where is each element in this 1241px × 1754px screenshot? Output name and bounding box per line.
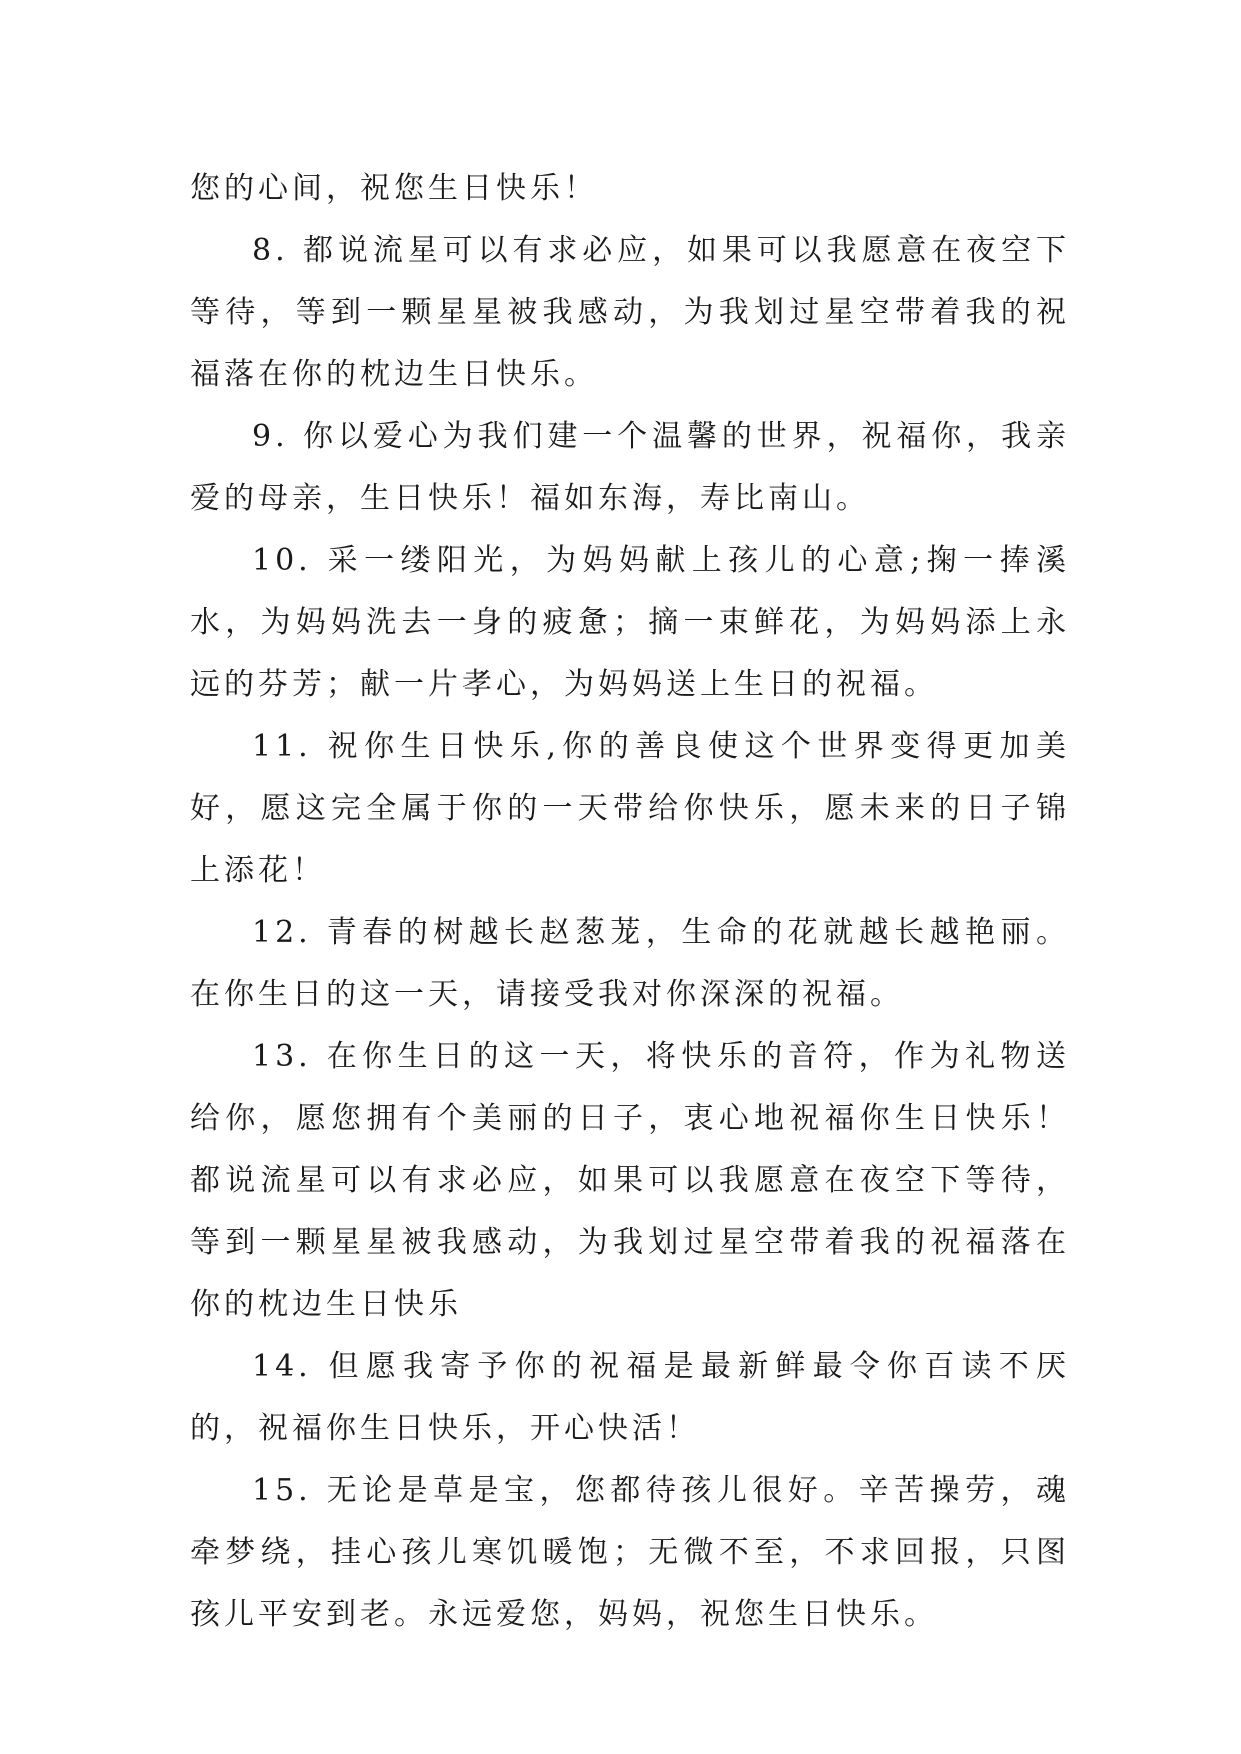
paragraph-15: 15. 无论是草是宝，您都待孩儿很好。辛苦操劳，魂牵梦绕，挂心孩儿寒饥暖饱；无微不至，不求回报，只图孩儿平安到老。永远爱您，妈妈，祝您生日快乐。	[190, 1473, 1070, 1632]
paragraph-continued: 您的心间，祝您生日快乐！	[190, 171, 598, 206]
paragraph-14: 14. 但愿我寄予你的祝福是最新鲜最令你百读不厌的，祝福你生日快乐，开心快活！	[190, 1349, 1070, 1446]
paragraph-8: 8. 都说流星可以有求必应，如果可以我愿意在夜空下等待，等到一颗星星被我感动，为我划过星空带着我的祝福落在你的枕边生日快乐。	[190, 233, 1070, 392]
paragraph-11: 11. 祝你生日快乐,你的善良使这个世界变得更加美好，愿这完全属于你的一天带给你快乐，愿未来的日子锦上添花！	[190, 729, 1070, 888]
paragraph-13: 13. 在你生日的这一天，将快乐的音符，作为礼物送给你，愿您拥有个美丽的日子，衷心地祝福你生日快乐！都说流星可以有求必应，如果可以我愿意在夜空下等待，等到一颗星星被我感动，为我划过星空带着我的祝福落在你的枕边生日快乐	[190, 1039, 1070, 1322]
paragraph-12: 12. 青春的树越长赵葱茏，生命的花就越长越艳丽。在你生日的这一天，请接受我对你深深的祝福。	[190, 915, 1070, 1012]
document-body	[190, 158, 1070, 1646]
paragraph-10: 10. 采一缕阳光，为妈妈献上孩儿的心意;掬一捧溪水，为妈妈洗去一身的疲惫；摘一束鲜花，为妈妈添上永远的芬芳；献一片孝心，为妈妈送上生日的祝福。	[190, 543, 1070, 702]
paragraph-9: 9. 你以爱心为我们建一个温馨的世界，祝福你，我亲爱的母亲，生日快乐！福如东海，寿比南山。	[190, 419, 1070, 516]
